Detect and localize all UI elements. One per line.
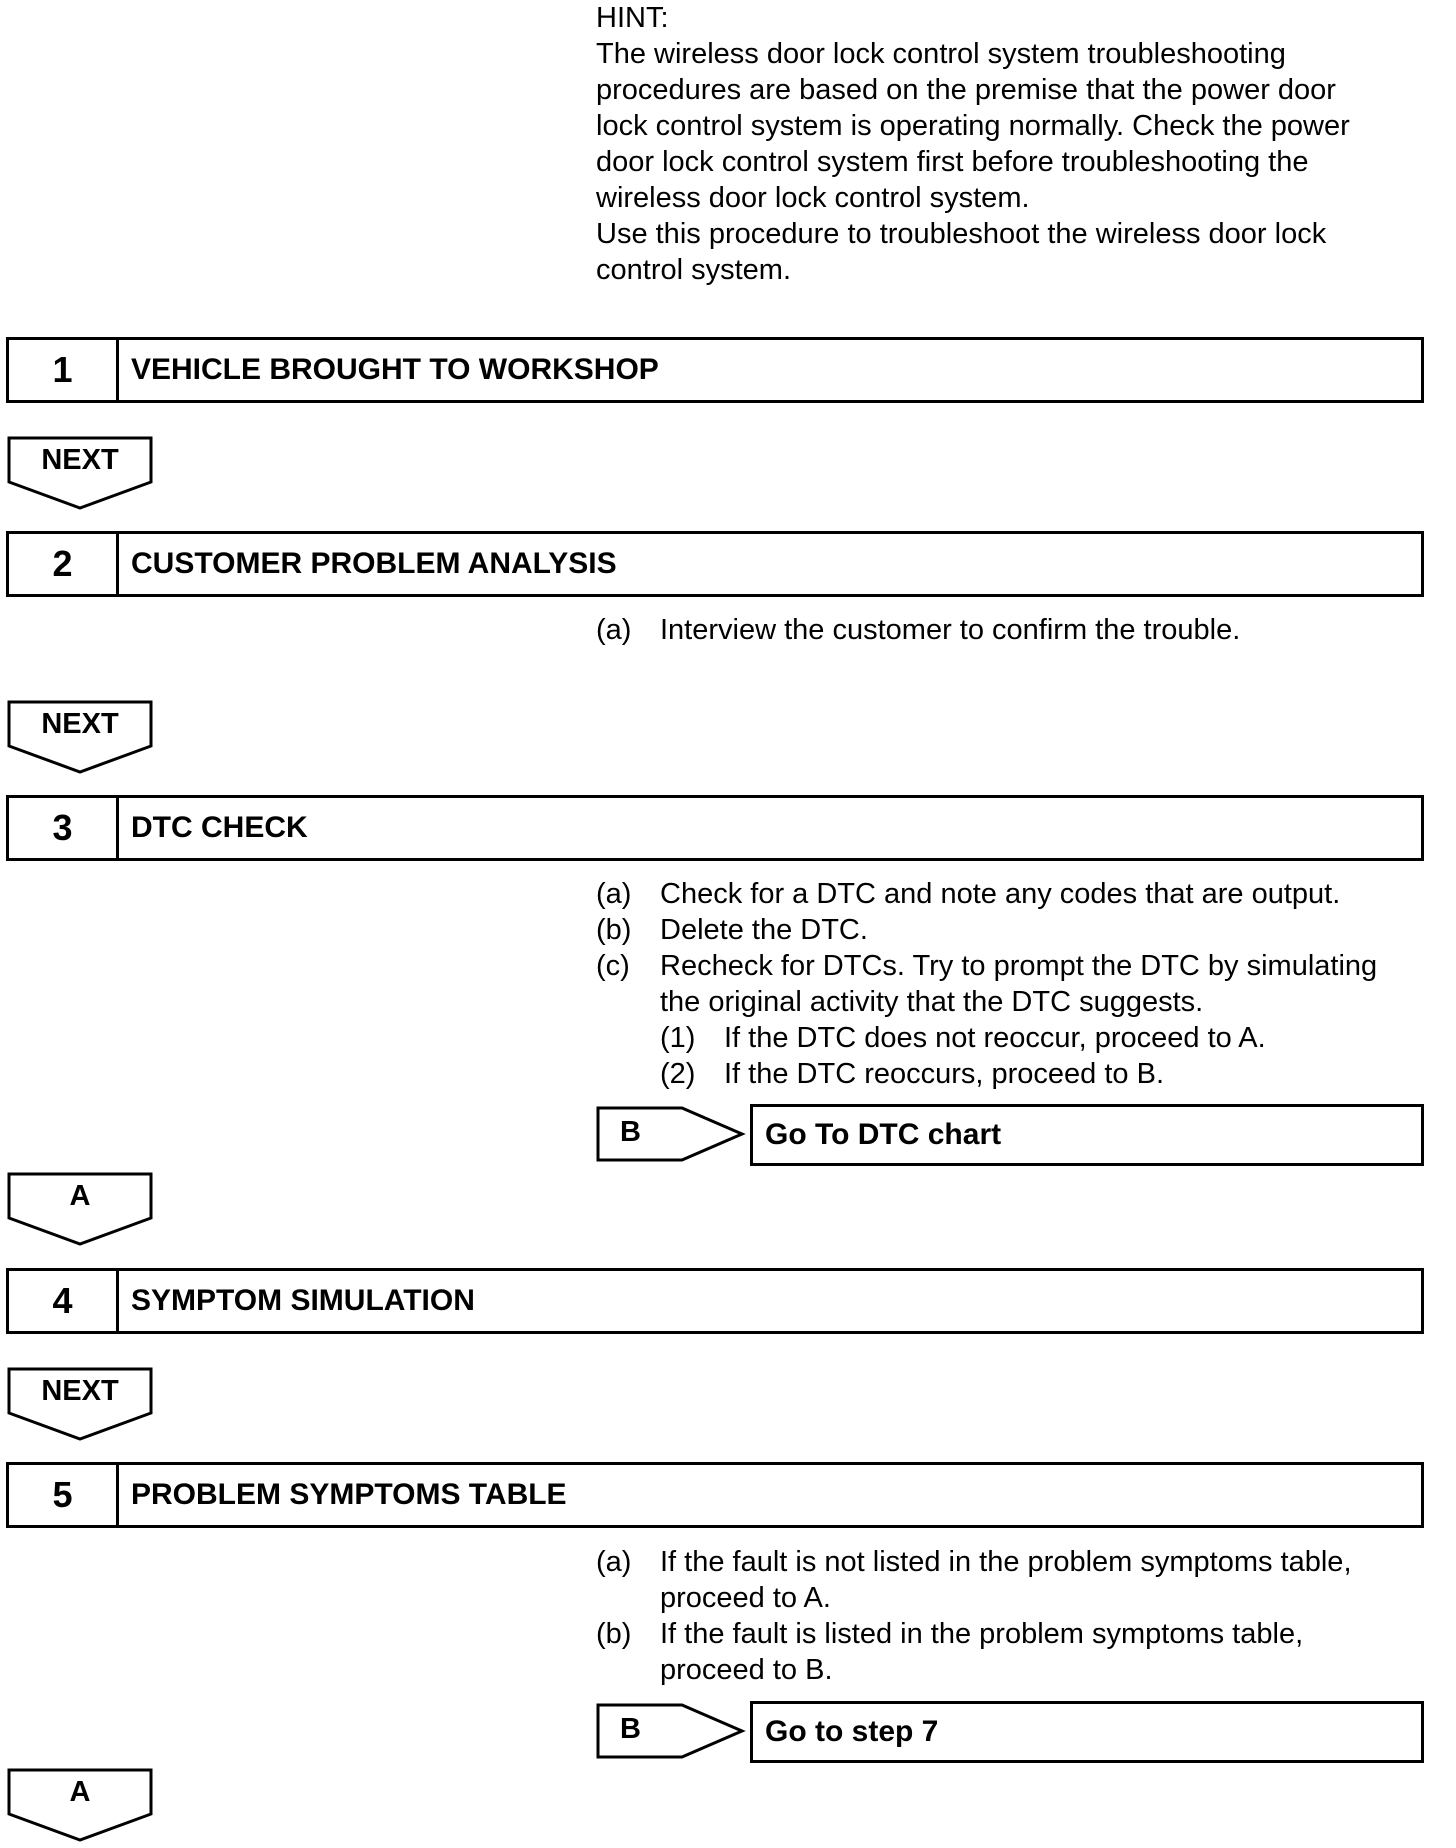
- list-marker: (c): [596, 950, 630, 982]
- step-title: DTC CHECK: [131, 811, 308, 844]
- step-number: 5: [9, 1465, 119, 1525]
- next-label: NEXT: [41, 444, 119, 476]
- hint-line: The wireless door lock control system troubleshooting: [596, 38, 1286, 70]
- hint-label: HINT:: [596, 2, 669, 34]
- list-item: Interview the customer to confirm the trouble.: [660, 614, 1241, 646]
- next-arrow-3: [6, 1367, 154, 1443]
- list-item: Delete the DTC.: [660, 914, 868, 946]
- branch-b-label: B: [620, 1116, 641, 1148]
- step-1-header: [6, 337, 1424, 403]
- list-item: If the fault is not listed in the problem symptoms table,: [660, 1546, 1352, 1578]
- a-label: A: [69, 1180, 91, 1212]
- step-number: 4: [9, 1271, 119, 1331]
- list-marker: (a): [596, 614, 632, 646]
- step-title: CUSTOMER PROBLEM ANALYSIS: [131, 547, 617, 580]
- next-label: NEXT: [41, 708, 119, 740]
- list-item-continued: proceed to B.: [660, 1654, 833, 1686]
- list-marker: (a): [596, 1546, 632, 1578]
- list-item-continued: the original activity that the DTC suggests.: [660, 986, 1204, 1018]
- next-arrow-2: [6, 700, 154, 776]
- list-item-continued: proceed to A.: [660, 1582, 831, 1614]
- a-arrow-1: [6, 1172, 154, 1248]
- branch-target-box: [750, 1701, 1424, 1763]
- sub-list-item: If the DTC does not reoccur, proceed to A.: [724, 1022, 1266, 1054]
- branch-b-label: B: [620, 1713, 641, 1745]
- step-number: 3: [9, 798, 119, 858]
- step-title: VEHICLE BROUGHT TO WORKSHOP: [131, 353, 659, 386]
- list-marker: (a): [596, 878, 632, 910]
- step-3-header: [6, 795, 1424, 861]
- hint-line: control system.: [596, 254, 791, 286]
- step-5-header: [6, 1462, 1424, 1528]
- branch-target-text: Go to step 7: [765, 1715, 939, 1748]
- sub-list-marker: (2): [660, 1058, 696, 1090]
- hint-line: Use this procedure to troubleshoot the wireless door lock: [596, 218, 1327, 250]
- step-4-header: [6, 1268, 1424, 1334]
- branch-b-tag: [596, 1106, 746, 1164]
- next-arrow-1: [6, 436, 154, 512]
- step-title: SYMPTOM SIMULATION: [131, 1284, 475, 1317]
- sub-list-marker: (1): [660, 1022, 696, 1054]
- branch-target-text: Go To DTC chart: [765, 1118, 1002, 1151]
- step-2-header: [6, 531, 1424, 597]
- branch-b-tag: [596, 1703, 746, 1761]
- a-arrow-2: [6, 1768, 154, 1844]
- hint-line: procedures are based on the premise that the power door: [596, 74, 1336, 106]
- list-marker: (b): [596, 914, 632, 946]
- hint-line: lock control system is operating normally. Check the power: [596, 110, 1350, 142]
- list-marker: (b): [596, 1618, 632, 1650]
- list-item: If the fault is listed in the problem symptoms table,: [660, 1618, 1304, 1650]
- step-title: PROBLEM SYMPTOMS TABLE: [131, 1478, 567, 1511]
- hint-line: door lock control system first before troubleshooting the: [596, 146, 1309, 178]
- chevron-right-icon: [596, 1703, 746, 1761]
- next-label: NEXT: [41, 1375, 119, 1407]
- sub-list-item: If the DTC reoccurs, proceed to B.: [724, 1058, 1165, 1090]
- list-item: Check for a DTC and note any codes that are output.: [660, 878, 1341, 910]
- branch-target-box: [750, 1104, 1424, 1166]
- list-item: Recheck for DTCs. Try to prompt the DTC by simulating: [660, 950, 1378, 982]
- step-number: 2: [9, 534, 119, 594]
- chevron-right-icon: [596, 1106, 746, 1164]
- step-number: 1: [9, 340, 119, 400]
- hint-line: wireless door lock control system.: [596, 182, 1030, 214]
- a-label: A: [69, 1776, 91, 1808]
